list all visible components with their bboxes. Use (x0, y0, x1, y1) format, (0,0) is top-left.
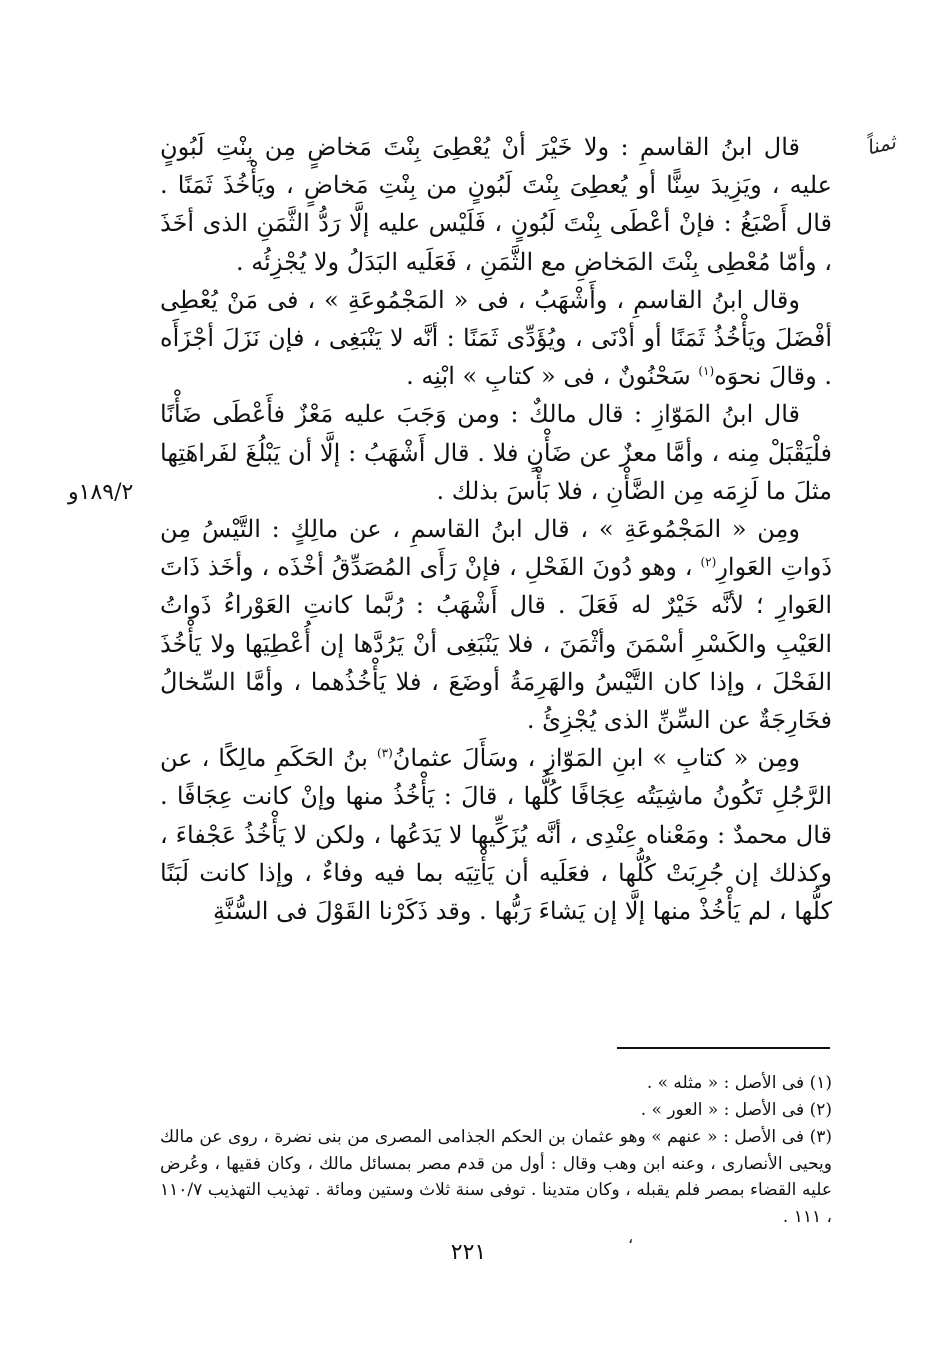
footnotes (160, 1070, 832, 1230)
footnote-separator (617, 1047, 830, 1049)
paragraph-5-text-start: ومِن « كتابِ » ابنِ المَوّازِ ، وسَأَلَ عثمانُ (392, 744, 800, 773)
paragraph-5-text-end: بنُ الحَكَمِ مالِكًا ، عن الرَّجُلِ تَكُونُ ماشِيَتُه عِجَافًا كُلُّها ، قالَ : يَأْخُذُ منها وإنْ كانت عِجَافًا . قال محمدٌ : ومَعْناه عِنْدِى ، أنَّه يُزَكِّيها لا يَدَعُها ، ولكن لا يَأْخُذُ عَجْفاءَ ، وكذلك إن جُرِبَتْ كُلُّها ، فعَلَيه أن يَأْتِيَه بما فيه وفاءٌ ، وإذا كانت لَبَنًا كلُّها ، لم يَأْخُذْ منها إلَّا إن يَشاءَ رَبُّها . وقد ذَكَرْنا القَوْلَ فى السُّنَّةِ (160, 744, 833, 926)
paragraph-5 (160, 739, 832, 930)
paragraph-4-text-start: ومِن « المَجْمُوعَةِ » ، قال ابنُ القاسمِ ، عن مالِكٍ : التَّيْسُ مِن ذَواتِ العَوارِ (160, 515, 833, 582)
footnote-ref-1: (١) (698, 364, 715, 379)
footnote-2: (٢) فى الأصل : « العور » . (640, 1099, 832, 1120)
footnote-1: (١) فى الأصل : « مثله » . (646, 1073, 832, 1093)
folio-marker: ١٨٩/٢و (68, 480, 134, 505)
paragraph-2-text-start: وقال ابنُ القاسمِ ، وأَشْهَبُ ، فى « المَجْمُوعَةِ » ، فى مَنْ يُعْطِى أفْضَلَ ويَأْخُذُ ثَمَنًا أو أدْنَى ، ويُؤَدِّى ثَمَنًا : أنَّه لا يَنْبَغِى ، فإن نَزَلَ أجْزَأَه . وقالَ نحوَه (160, 285, 832, 391)
stray-mark: ، (628, 1228, 634, 1247)
main-text-body (160, 128, 832, 930)
footnote-ref-2: (٢) (700, 555, 717, 570)
paragraph-4 (160, 510, 832, 739)
page-number: ٢٢١ (450, 1240, 487, 1265)
footnote-3: (٣) فى الأصل : « عنهم » وهو عثمان بن الحكم الجذامى المصرى من بنى نضرة ، روى عن مالك ويحيى الأنصارى ، وعنه ابن وهب وقال : أول من قدم مصر بمسائل مالك ، وكان فقيها ، وعُرض عليه القضاء بمصر فلم يقبله ، وكان متدينا . توفى سنة ثلاث وستين ومائة . تهذيب التهذيب ١١٠/٧ ، ١١١ . (160, 1127, 832, 1227)
paragraph-1: قال ابنُ القاسمِ : ولا خَيْرَ أنْ يُعْطِىَ بِنْتَ مَخاضٍ مِن بِنْتِ لَبُونٍ عليه ، ويَزِيدَ سِنًّا أو يُعطِىَ بِنْتَ لَبُونٍ من بِنْتِ مَخاضٍ ، ويَأْخُذَ ثَمَنًا . قال أَصْبَغُ : فإنْ أعْطَى بِنْتَ لَبُونٍ ، فَلَيْس عليه إلَّا رَدُّ الثَّمَنِ الذى أخَذَ ، وأمّا مُعْطِى بِنْتَ المَخاضِ مع الثَّمَنِ ، فَعَلَيه البَدَلُ ولا يُجْزِئُه . (160, 133, 832, 276)
footnote-ref-3: (٣) (376, 746, 393, 761)
handwritten-margin-note: ثمناً (863, 129, 899, 160)
paragraph-2-text-end: سَحْنُونٌ ، فى « كتابِ » ابْنِه . (406, 362, 699, 391)
paragraph-3: قال ابنُ المَوّازِ : قال مالكٌ : ومن وَجَبَ عليه مَعْزٌ فأَعْطَى ضَأْنًا فلْيَقْبَلْ مِنه ، وأمَّا معزٌ عن ضَأْنٍ فلا . قال أَشْهَبُ : إلَّا أن يَبْلُغَ لفَراهَتِها مثلَ ما لَزِمَه مِن الضَّأْنِ ، فلا بَأْسَ بذلك . (160, 400, 832, 505)
paragraph-2 (160, 281, 832, 396)
paragraph-4-text-end: ، وهو دُونَ الفَحْلِ ، فإنْ رَأَى المُصَدِّقُ أخْذَه ، وأخَذ ذَاتَ العَوارِ ؛ لأنَّه خَيْرٌ له فَعَلَ . قال أَشْهَبُ : رُبَّما كانتِ العَوْراءُ ذَواتُ العَيْبِ والكَسْرِ أسْمَنَ وأثْمَنَ ، فلا يَنْبَغِى أنْ يَرُدَّها إن أُعْطِيَها ولا يَأْخُذَ الفَحْلَ ، وإذا كان التَّيْسُ والهَرِمَةُ أوضَعَ ، فلا يَأْخُذُهما ، وأمَّا السِّخالُ فخَارِجَةٌ عن السِّنِّ الذى يُجْزِئُ . (160, 553, 832, 735)
